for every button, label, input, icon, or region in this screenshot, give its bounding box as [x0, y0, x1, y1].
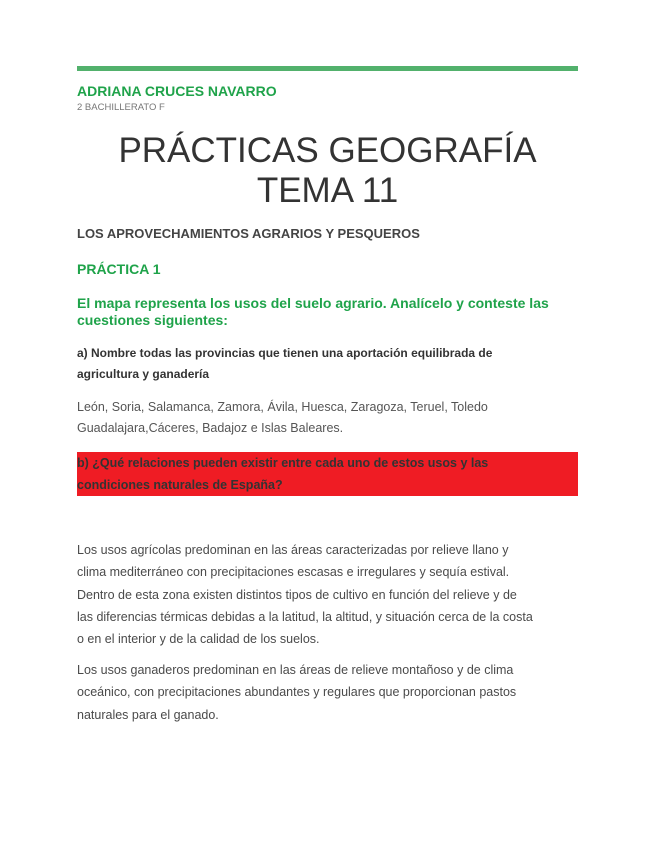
answer-b-paragraph-1 — [77, 539, 578, 650]
answer-a — [77, 397, 578, 439]
question-a-line: agricultura y ganadería — [77, 367, 210, 381]
intro-line: cuestiones siguientes: — [77, 312, 228, 328]
question-b-highlighted-line: b) ¿Qué relaciones pueden existir entre cada uno de estos usos y las — [77, 456, 489, 470]
question-b-highlighted-line: condiciones naturales de España? — [77, 478, 283, 492]
paragraph-line: oceánico, con precipitaciones abundantes y regulares que proporcionan pastos — [77, 685, 517, 700]
author-name: ADRIANA CRUCES NAVARRO — [77, 83, 277, 99]
title-line-1: PRÁCTICAS GEOGRAFÍA — [118, 131, 537, 170]
question-a — [77, 343, 578, 385]
answer-a-line: Guadalajara,Cáceres, Badajoz e Islas Baleares. — [77, 421, 344, 435]
answer-a-line: León, Soria, Salamanca, Zamora, Ávila, Huesca, Zaragoza, Teruel, Toledo — [77, 400, 488, 414]
question-b — [77, 452, 578, 496]
header-rule — [77, 66, 578, 71]
paragraph-line: Los usos agrícolas predominan en las áreas caracterizadas por relieve llano y — [77, 543, 509, 557]
paragraph-line: Dentro de esta zona existen distintos tipos de cultivo en función del relieve y de — [77, 587, 517, 602]
paragraph-line: o en el interior y de la calidad de los suelos. — [77, 632, 320, 647]
paragraph-line: naturales para el ganado. — [77, 707, 219, 722]
paragraph-line: clima mediterráneo con precipitaciones escasas e irregulares y sequía estival. — [77, 565, 510, 580]
page-title — [77, 131, 578, 211]
title-line-2: TEMA 11 — [256, 171, 399, 210]
paragraph-line: Los usos ganaderos predominan en las áreas de relieve montañoso y de clima — [77, 663, 514, 677]
paragraph-line: las diferencias térmicas debidas a la latitud, la altitud, y situación cerca de la costa — [77, 609, 533, 624]
practice-intro — [77, 295, 578, 329]
topic-subtitle: LOS APROVECHAMIENTOS AGRARIOS Y PESQUEROS — [77, 226, 420, 241]
question-a-line: a) Nombre todas las provincias que tienen una aportación equilibrada de — [77, 346, 493, 360]
course-label: 2 BACHILLERATO F — [77, 102, 165, 113]
intro-line: El mapa representa los usos del suelo agrario. Analícelo y conteste las — [77, 295, 549, 311]
practice-heading: PRÁCTICA 1 — [77, 261, 161, 277]
answer-b-paragraph-2 — [77, 659, 578, 726]
